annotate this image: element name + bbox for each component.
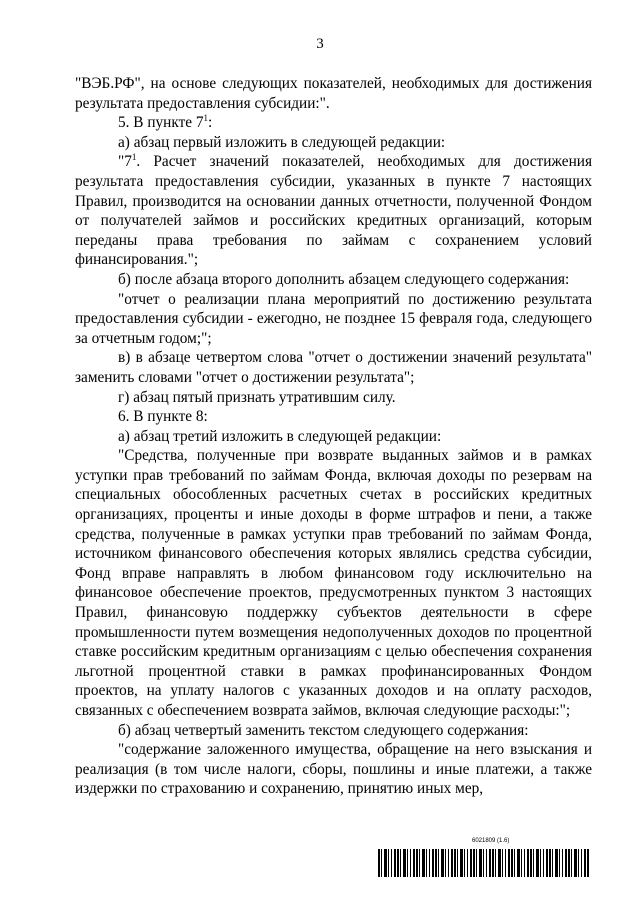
paragraph: "ВЭБ.РФ", на основе следующих показателей, необходимых для достижения результата предоставления субсидии:". <box>75 75 592 112</box>
barcode-block <box>378 838 590 878</box>
text: . Расчет значений показателей, необходимых для достижения результата предоставления субсидии, указанных в пункте 7 настоящих Правил, производится на основании данных отчетности, полученной Фондом от получателей займов и российских кредитных организаций, которым переданы права требования по займам с сохранением условий финансирования."; <box>75 153 592 269</box>
paragraph-quote-7-1 <box>75 152 592 270</box>
paragraph-item-5 <box>75 113 592 133</box>
paragraph: а) абзац первый изложить в следующей редакции: <box>118 133 446 151</box>
paragraph: б) после абзаца второго дополнить абзацем следующего содержания: <box>118 270 570 288</box>
barcode-label: 6021809 (1.6) <box>472 838 510 844</box>
barcode-icon <box>378 849 590 877</box>
superscript: 1 <box>131 152 137 163</box>
paragraph: б) абзац четвертый заменить текстом следующего содержания: <box>118 721 529 739</box>
text: 5. В пункте 7 <box>118 114 204 132</box>
document-body <box>75 74 592 799</box>
page-number: 3 <box>316 36 324 52</box>
text: : <box>208 114 213 132</box>
paragraph: г) абзац пятый признать утратившим силу. <box>118 388 396 406</box>
paragraph: "содержание заложенного имущества, обращение на него взыскания и реализация (в том числе налоги, сборы, пошлины и иные платежи, а также издержки по страхованию и сохранению, принятию иных мер, <box>75 741 592 798</box>
paragraph: а) абзац третий изложить в следующей редакции: <box>118 427 442 445</box>
superscript: 1 <box>203 113 209 124</box>
paragraph: "отчет о реализации плана мероприятий по достижению результата предоставления субсидии - ежегодно, не позднее 15 февраля года, следующего за отчетным годом;"; <box>75 290 592 347</box>
paragraph: "Средства, полученные при возврате выданных займов и в рамках уступки прав требований по займам Фонда, включая доходы по резервам на специальных обособленных расчетных счетах в российских кредитных организациях, проценты и иные доходы в форме штрафов и пени, а также средства, полученные в рамках уступки прав требований по займам Фонда, источником финансового обеспечения которых являлись средства субсидии, Фонд вправе направлять в любом финансовом году исключительно на финансовое обеспечение проектов, предусмотренных пунктом 3 настоящих Правил, финансовую поддержку субъектов деятельности в сфере промышленности путем возмещения недополученных доходов по процентной ставке российским кредитным организациям с целью обеспечения сохранения льготной процентной ставки в рамках профинансированных Фондом проектов, на уплату налогов с указанных доходов и на оплату расходов, связанных с обеспечением возврата займов, включая следующие расходы:"; <box>75 447 592 719</box>
paragraph: в) в абзаце четвертом слова "отчет о достижении значений результата" заменить словами "отчет о достижении результата"; <box>75 349 592 386</box>
paragraph-item-6: 6. В пункте 8: <box>118 408 208 426</box>
text: "7 <box>118 153 132 171</box>
